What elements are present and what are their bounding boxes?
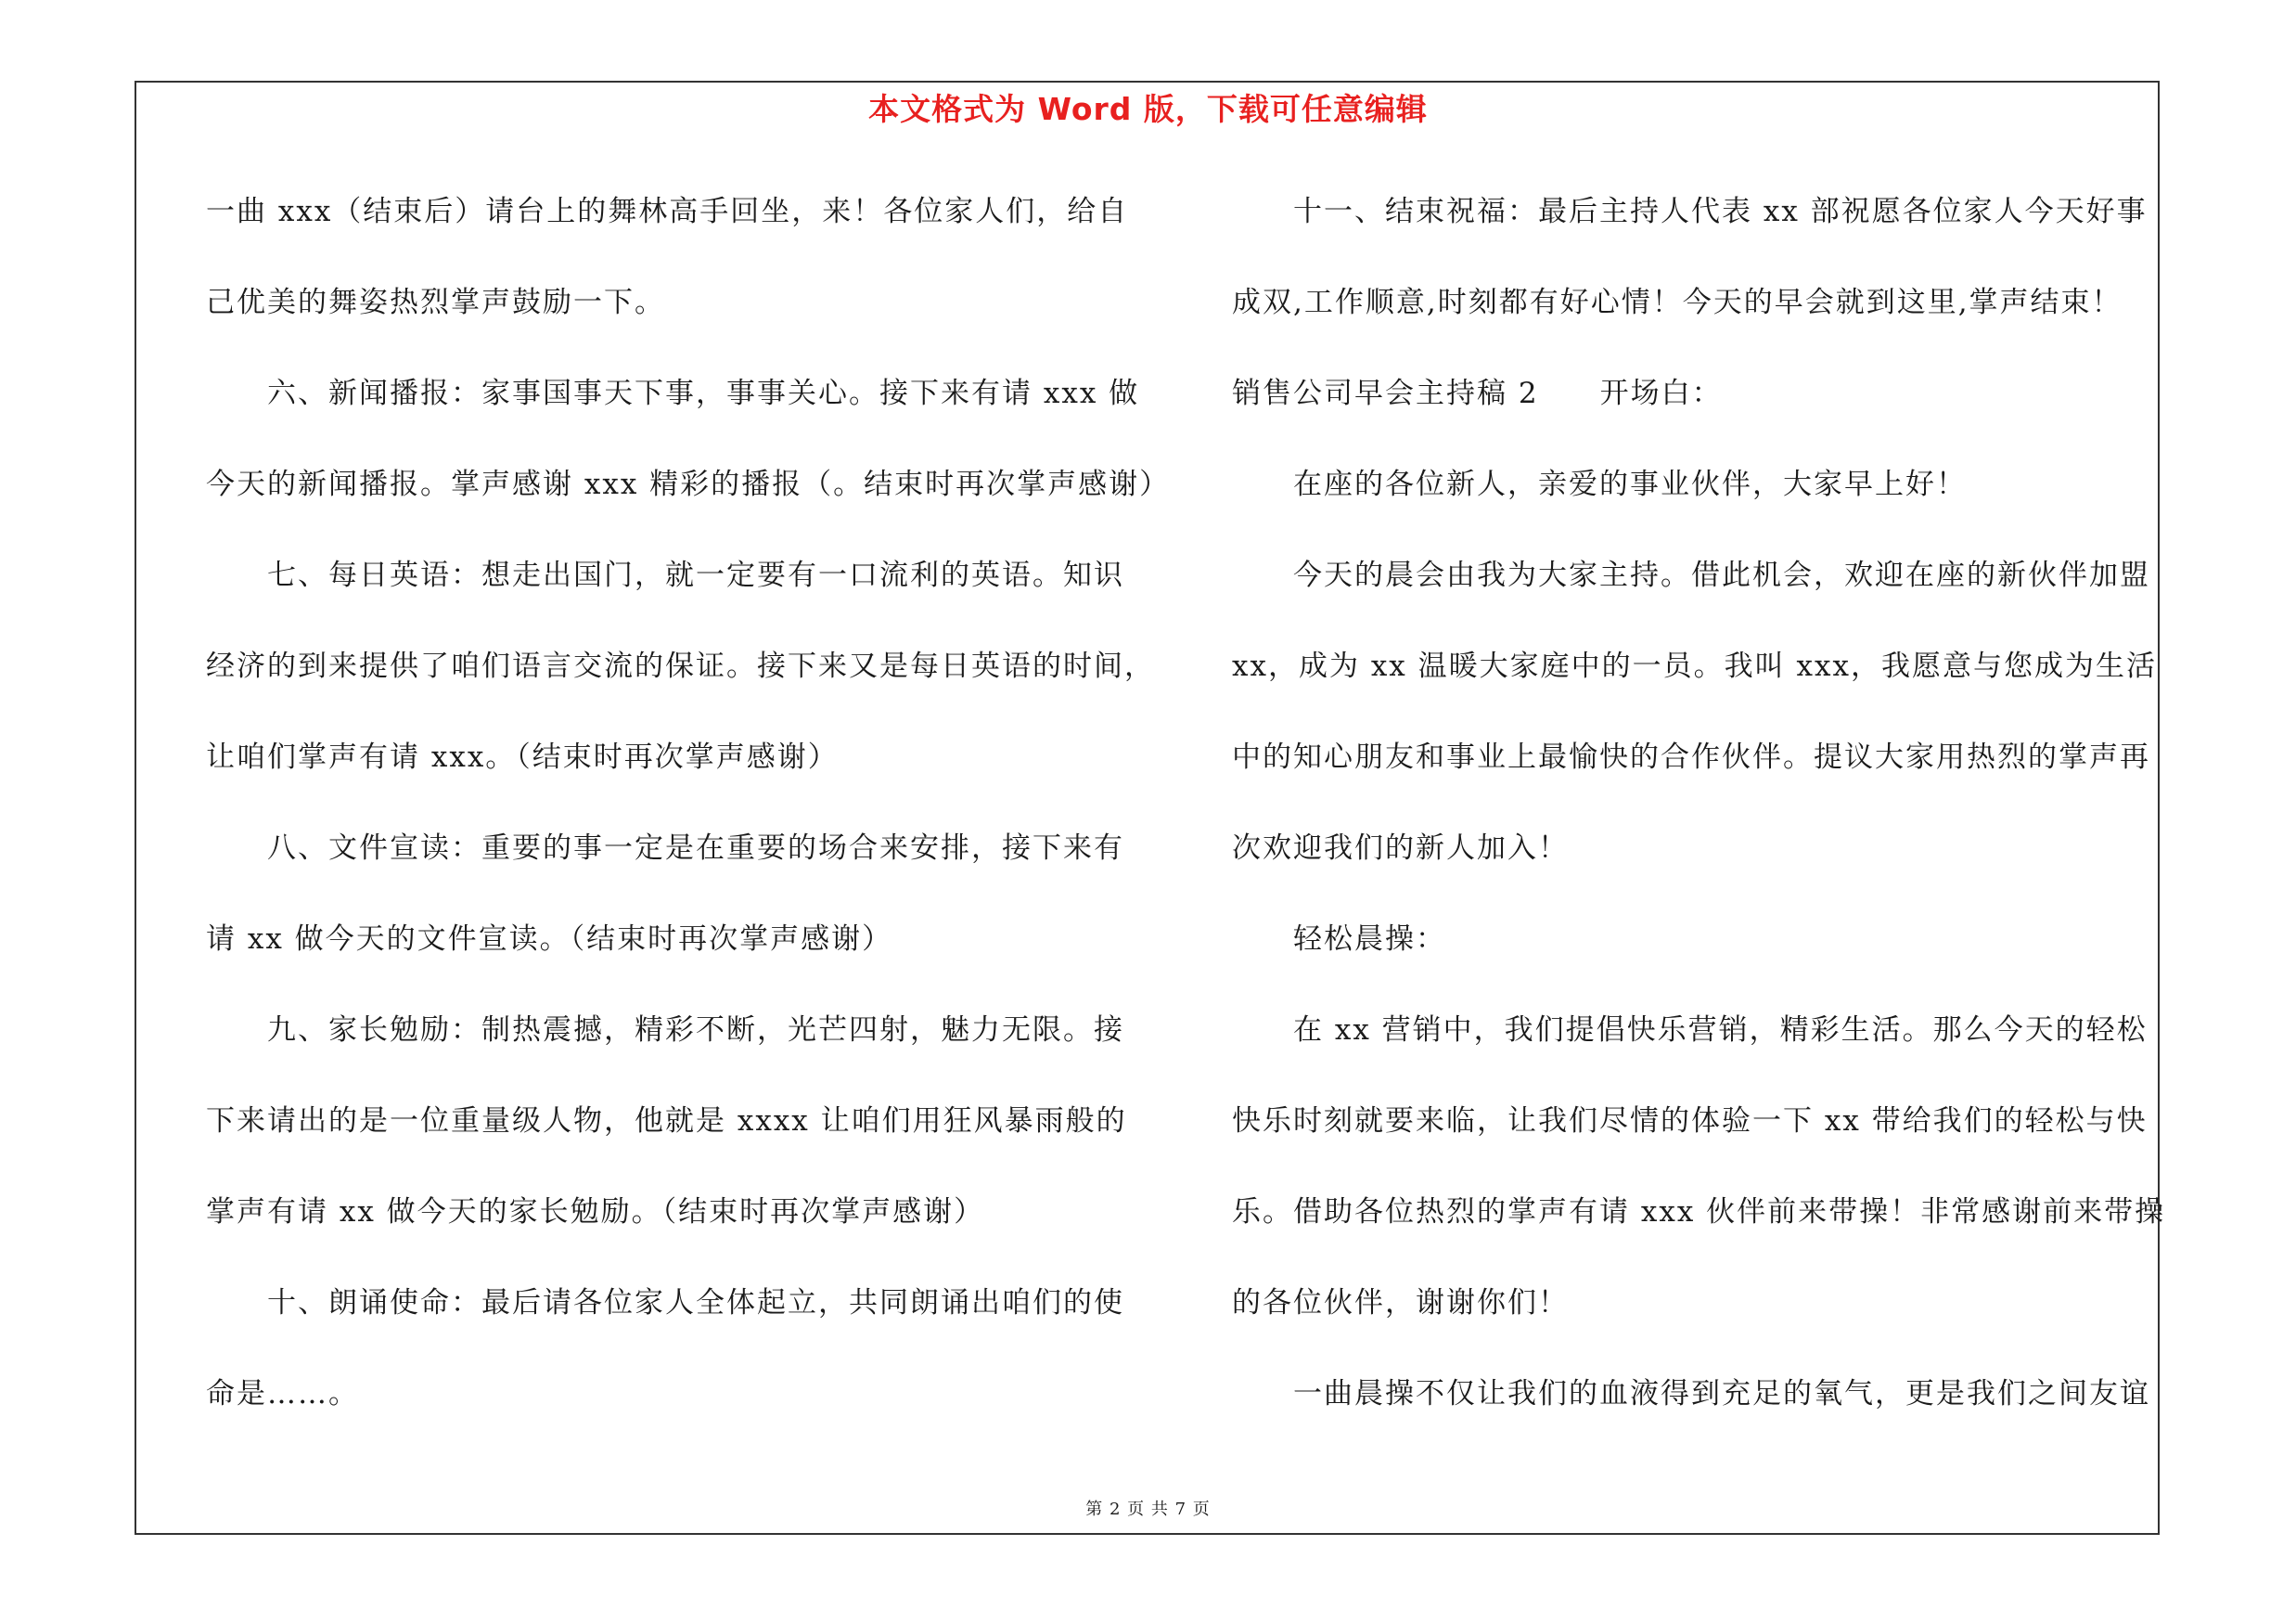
text-line: 经济的到来提供了咱们语言交流的保证。接下来又是每日英语的时间， [206, 650, 1155, 683]
text-line: 下来请出的是一位重量级人物，他就是 xxxx 让咱们用狂风暴雨般的 [206, 1104, 1127, 1138]
text-line: 让咱们掌声有请 xxx。（结束时再次掌声感谢） [206, 741, 839, 774]
text-line: 的各位伙伴，谢谢你们！ [1232, 1286, 1569, 1320]
text-line: 七、每日英语：想走出国门，就一定要有一口流利的英语。知识 [267, 559, 1124, 592]
text-line: xx，成为 xx 温暖大家庭中的一员。我叫 xxx，我愿意与您成为生活 [1232, 650, 2157, 683]
text-line: 六、新闻播报：家事国事天下事，事事关心。接下来有请 xxx 做 [267, 377, 1140, 410]
left-column [206, 184, 1171, 1457]
text-line: 轻松晨操： [1293, 922, 1446, 956]
text-line: 在座的各位新人，亲爱的事业伙伴，大家早上好！ [1293, 468, 1967, 501]
text-line: 在 xx 营销中，我们提倡快乐营销，精彩生活。那么今天的轻松 [1293, 1013, 2148, 1047]
text-line: 一曲 xxx（结束后）请台上的舞林高手回坐，来！各位家人们，给自 [206, 195, 1129, 228]
text-line: 八、文件宣读：重要的事一定是在重要的场合来安排，接下来有 [267, 831, 1124, 865]
text-line: 乐。借助各位热烈的掌声有请 xxx 伙伴前来带操！非常感谢前来带操 [1232, 1195, 2166, 1229]
document-banner: 本文格式为 Word 版，下载可任意编辑 [868, 91, 1428, 127]
page-number-footer: 第 2 页 共 7 页 [1085, 1500, 1211, 1519]
text-line: 命是……。 [206, 1377, 359, 1410]
text-line: 十一、结束祝福：最后主持人代表 xx 部祝愿各位家人今天好事 [1293, 195, 2148, 228]
text-line: 成双,工作顺意,时刻都有好心情！今天的早会就到这里,掌声结束！ [1232, 286, 2123, 319]
text-line: 请 xx 做今天的文件宣读。（结束时再次掌声感谢） [206, 922, 893, 956]
text-line: 九、家长勉励：制热震撼，精彩不断，光芒四射，魅力无限。接 [267, 1013, 1124, 1047]
text-line: 今天的晨会由我为大家主持。借此机会，欢迎在座的新伙伴加盟 [1293, 559, 2150, 592]
text-line: 快乐时刻就要来临，让我们尽情的体验一下 xx 带给我们的轻松与快 [1232, 1104, 2148, 1138]
text-line: 十、朗诵使命：最后请各位家人全体起立，共同朗诵出咱们的使 [267, 1286, 1124, 1320]
text-line: 今天的新闻播报。掌声感谢 xxx 精彩的播报（。结束时再次掌声感谢） [206, 468, 1171, 501]
text-line: 一曲晨操不仅让我们的血液得到充足的氧气，更是我们之间友谊 [1293, 1377, 2150, 1410]
text-line: 次欢迎我们的新人加入！ [1232, 831, 1569, 865]
text-line: 己优美的舞姿热烈掌声鼓励一下。 [206, 286, 665, 319]
text-line: 掌声有请 xx 做今天的家长勉励。（结束时再次掌声感谢） [206, 1195, 985, 1229]
text-line: 销售公司早会主持稿 2 开场白： [1232, 377, 1723, 410]
text-line: 中的知心朋友和事业上最愉快的合作伙伴。提议大家用热烈的掌声再 [1232, 741, 2150, 774]
right-column [1232, 184, 2166, 1457]
